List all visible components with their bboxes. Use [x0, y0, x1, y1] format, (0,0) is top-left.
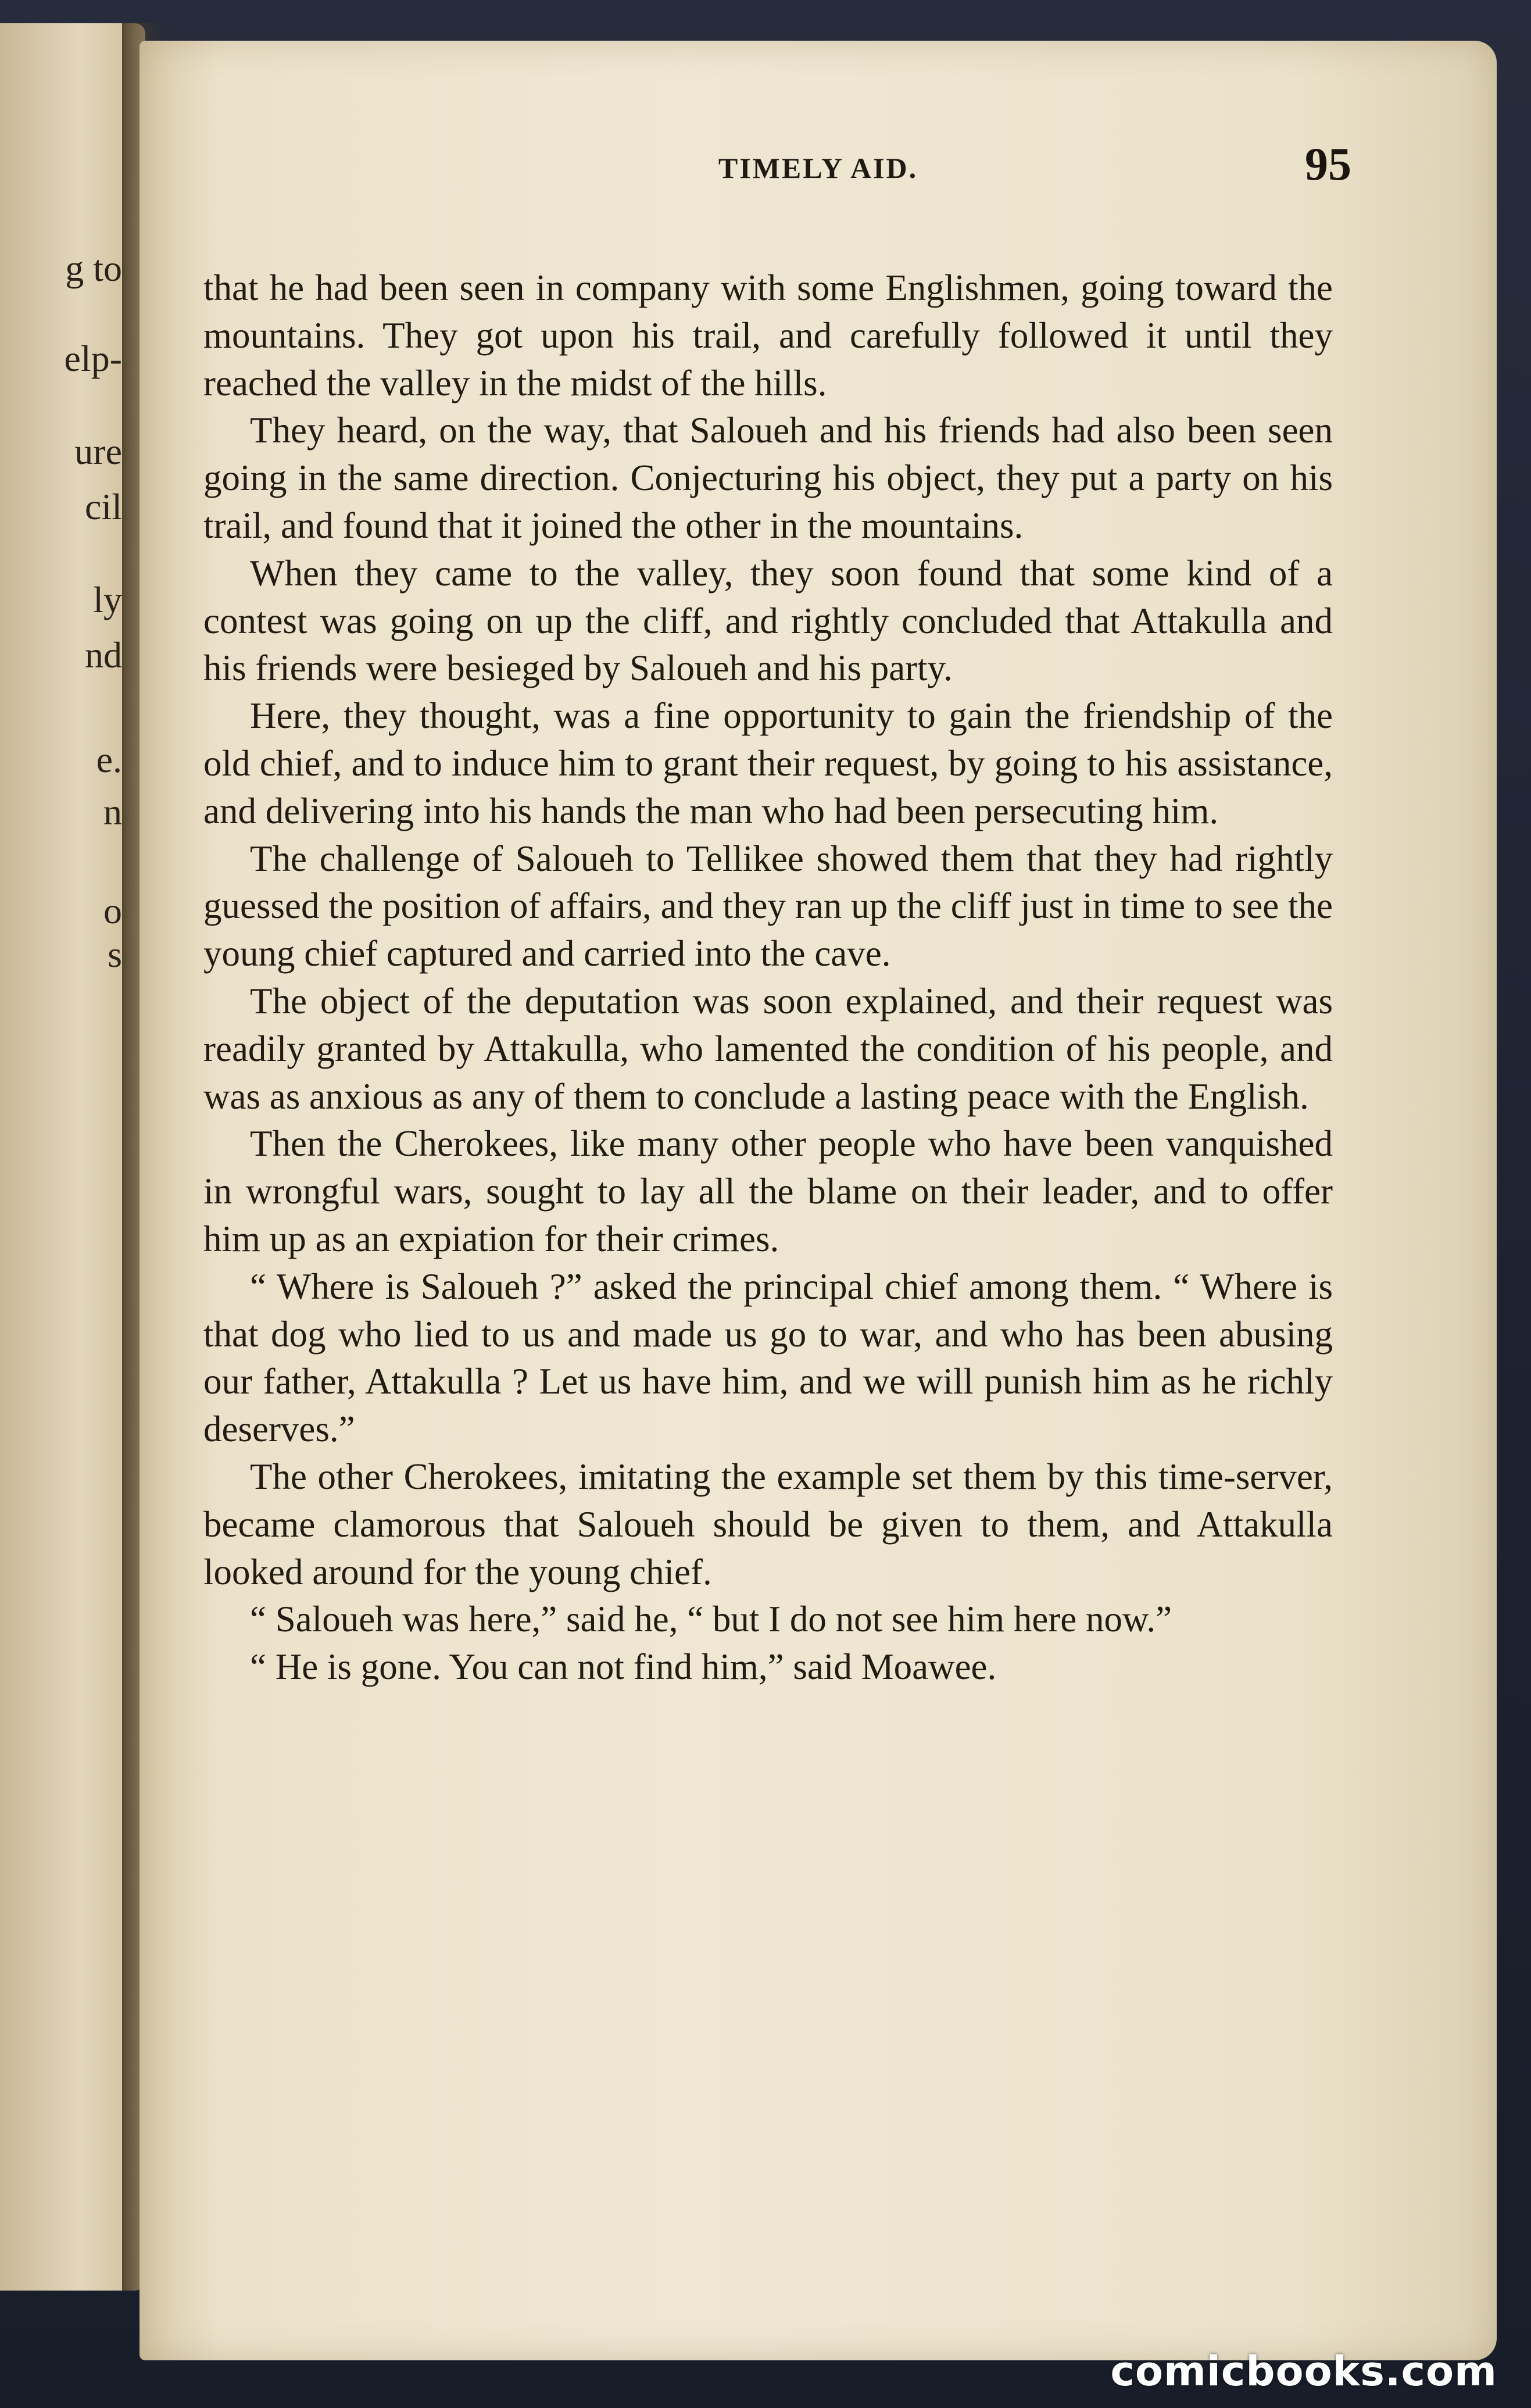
paragraph: that he had been seen in company with some Englishmen, going toward the mountains. They got upon his trail, and carefully followed it until they reached the valley in the midst of the hills.: [203, 267, 1333, 403]
page-body: [203, 265, 1333, 1691]
left-page-fragment: elp-: [64, 338, 122, 379]
page-number: 95: [1305, 139, 1351, 190]
left-page-fragment: nd: [85, 634, 122, 676]
paragraph: The other Cherokees, imitating the example set them by this time-server, became clamorous that Saloueh should be given to them, and Attakulla looked around for the young chief.: [203, 1456, 1333, 1592]
paragraph: “ Where is Saloueh ?” asked the principal chief among them. “ Where is that dog who lied to us and made us go to war, and who has been abusing our father, Attakulla ? Let us have him, and we will punish him as he richly deserves.”: [203, 1266, 1333, 1450]
paragraph: When they came to the valley, they soon found that some kind of a contest was going on up the cliff, and rightly concluded that Attakulla and his friends were besieged by Saloueh and his party.: [203, 552, 1333, 689]
paragraph: The object of the deputation was soon explained, and their request was readily granted by Attakulla, who lamented the condition of his people, and was as anxious as any of them to conclude a lasting peace with the English.: [203, 980, 1333, 1117]
left-page-fragment: n: [103, 791, 122, 833]
paragraph: The challenge of Saloueh to Tellikee showed them that they had rightly guessed the position of affairs, and they ran up the cliff just in time to see the young chief captured and carried into the cave.: [203, 838, 1333, 974]
paragraph: Here, they thought, was a fine opportunity to gain the friendship of the old chief, and to induce him to grant their request, by going to his assistance, and delivering into his hands the man who had been persecuting him.: [203, 695, 1333, 831]
left-page-fragment: o: [103, 890, 122, 931]
left-page-fragment: s: [108, 934, 122, 975]
book-page: [139, 41, 1497, 2360]
paragraph: “ He is gone. You can not find him,” said Moawee.: [250, 1646, 997, 1688]
left-page-fragment: g to: [65, 248, 122, 289]
paragraph: Then the Cherokees, like many other people who have been vanquished in wrongful wars, sought to lay all the blame on their leader, and to offer him up as an expiation for their crimes.: [203, 1123, 1333, 1259]
watermark: comicbooks.com: [1110, 2348, 1497, 2395]
paragraph: “ Saloueh was here,” said he, “ but I do not see him here now.”: [250, 1599, 1172, 1640]
running-head: TIMELY AID.: [718, 152, 918, 184]
paragraph: They heard, on the way, that Saloueh and his friends had also been seen going in the same direction. Conjecturing his object, they put a party on his trail, and found that it joined the other in the mountains.: [203, 410, 1333, 546]
left-page-fragment: e.: [96, 739, 122, 780]
left-page-fragment: ly: [93, 579, 122, 620]
left-page-fragment: ure: [74, 431, 122, 472]
left-page-fragment: cil: [85, 486, 122, 527]
